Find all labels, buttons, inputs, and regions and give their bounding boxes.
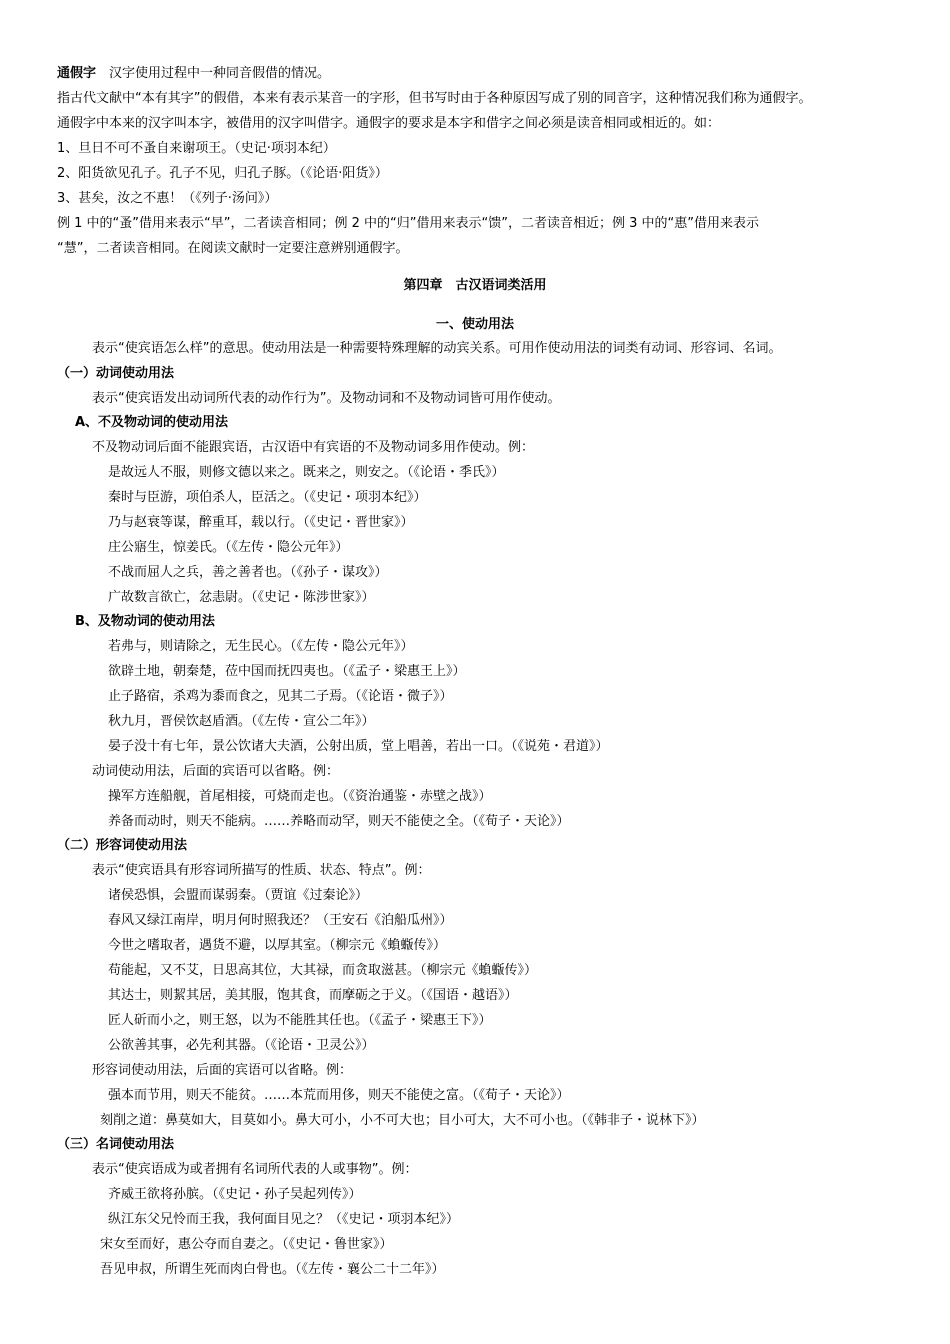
example-line: 刻削之道：鼻莫如大，目莫如小。鼻大可小，小不可大也；目小可大，大不可小也。（《韩非子・说林下》）: [100, 1113, 705, 1128]
example-line: 秦时与臣游，项伯杀人，臣活之。（《史记・项羽本纪》）: [108, 490, 427, 505]
example-line: 止子路宿，杀鸡为黍而食之，见其二子焉。（《论语・微子》）: [108, 689, 453, 704]
example-line: 秋九月，晋侯饮赵盾酒。（《左传・宣公二年》）: [108, 714, 375, 729]
noun-description: 表示“使宾语成为或者拥有名词所代表的人或事物”。例：: [92, 1162, 418, 1177]
verb-omit-description: 动词使动用法，后面的宾语可以省略。例：: [92, 764, 340, 779]
example-line: 晏子没十有七年，景公饮诸大夫酒，公射出质，堂上唱善，若出一口。（《说苑・君道》）: [108, 739, 609, 754]
example-line: 诸侯恐惧，会盟而谋弱秦。（贾谊《过秦论》）: [108, 888, 369, 903]
transitive-heading: B、及物动词的使动用法: [75, 614, 215, 629]
section-title: 一、使动用法: [435, 317, 514, 332]
example-line: 齐威王欲将孙膑。（《史记・孙子吴起列传》）: [108, 1187, 362, 1202]
example-line: 强本而节用，则天不能贫。……本荒而用侈，则天不能使之富。（《荀子・天论》）: [108, 1088, 570, 1103]
example-line: 若弗与，则请除之，无生民心。（《左传・隐公元年》）: [108, 639, 414, 654]
example-line: 操军方连船舰，首尾相接，可烧而走也。（《资治通鉴・赤壁之战》）: [108, 789, 492, 804]
example-line: 乃与赵衰等谋，醉重耳，载以行。（《史记・晋世家》）: [108, 515, 414, 530]
adjective-heading: （二）形容词使动用法: [57, 838, 188, 853]
example-line: 今世之嗜取者，遇货不避，以厚其室。（柳宗元《蝜蝂传》）: [108, 938, 447, 953]
example-line: 宋女至而好，惠公夺而自妻之。（《史记・鲁世家》）: [100, 1237, 393, 1252]
intro-paragraph-1: 指古代文献中“本有其字”的假借，本来有表示某音一的字形，但书写时由于各种原因写成了别的同音字，这种情况我们称为通假字。: [57, 91, 812, 106]
example-line: 广故数言欲亡，忿恚尉。（《史记・陈涉世家》）: [108, 590, 375, 605]
example-line: 养备而动时，则天不能病。……养略而动罕，则天不能使之全。（《荀子・天论》）: [108, 814, 570, 829]
intro-paragraph-3a: 例 1 中的“蚤”借用来表示“早”，二者读音相同；例 2 中的“归”借用来表示“馈”，二者读音相近；例 3 中的“惠”借用来表示: [57, 216, 759, 231]
chapter-title: 第四章 古汉语词类活用: [403, 278, 547, 293]
example-line: 吾见申叔，所谓生死而肉白骨也。（《左传・襄公二十二年》）: [100, 1262, 445, 1277]
example-line: 庄公寤生，惊姜氏。（《左传・隐公元年》）: [108, 540, 349, 555]
intransitive-heading: A、不及物动词的使动用法: [75, 415, 229, 430]
intro-example-3: 3、甚矣，汝之不惠！（《列子·汤问》）: [57, 191, 278, 206]
adjective-omit-description: 形容词使动用法，后面的宾语可以省略。例：: [92, 1063, 353, 1078]
intransitive-description: 不及物动词后面不能跟宾语，古汉语中有宾语的不及物动词多用作使动。例：: [92, 440, 535, 455]
example-line: 公欲善其事，必先利其器。（《论语・卫灵公》）: [108, 1038, 375, 1053]
intro-line: [57, 66, 330, 82]
example-line: 是故远人不服，则修文德以来之。既来之，则安之。（《论语・季氏》）: [108, 465, 505, 480]
noun-heading: （三）名词使动用法: [57, 1137, 175, 1152]
intro-example-1: 1、旦日不可不蚤自来谢项王。（史记·项羽本纪）: [57, 141, 336, 156]
intro-paragraph-2: 通假字中本来的汉字叫本字，被借用的汉字叫借字。通假字的要求是本字和借字之间必须是读音相同或相近的。如：: [57, 116, 721, 131]
example-line: 纵江东父兄怜而王我，我何面目见之？（《史记・项羽本纪》）: [108, 1212, 460, 1227]
intro-paragraph-3b: “慧”，二者读音相同。在阅读文献时一定要注意辨别通假字。: [57, 241, 409, 256]
verb-description: 表示“使宾语发出动词所代表的动作行为”。及物动词和不及物动词皆可用作使动。: [92, 391, 561, 406]
intro-example-2: 2、阳货欲见孔子。孔子不见，归孔子豚。（《论语·阳货》）: [57, 166, 388, 181]
example-line: 苟能起，又不艾，日思高其位，大其禄，而贪取滋甚。（柳宗元《蝜蝂传》）: [108, 963, 538, 978]
section-description: 表示“使宾语怎么样”的意思。使动用法是一种需要特殊理解的动宾关系。可用作使动用法的词类有动词、形容词、名词。: [92, 341, 782, 356]
verb-heading: （一）动词使动用法: [57, 366, 175, 381]
adjective-description: 表示“使宾语具有形容词所描写的性质、状态、特点”。例：: [92, 863, 431, 878]
term-heading: 通假字: [57, 66, 97, 81]
example-line: 不战而屈人之兵，善之善者也。（《孙子・谋攻》）: [108, 565, 388, 580]
example-line: 其达士，则絜其居，美其服，饱其食，而摩砺之于义。（《国语・越语》）: [108, 988, 518, 1003]
term-description: 汉字使用过程中一种同音假借的情况。: [109, 66, 331, 81]
example-line: 春风又绿江南岸，明月何时照我还？（王安石《泊船瓜州》）: [108, 913, 453, 928]
example-line: 欲辟土地，朝秦楚，莅中国而抚四夷也。（《孟子・梁惠王上》）: [108, 664, 466, 679]
example-line: 匠人斫而小之，则王怒，以为不能胜其任也。（《孟子・梁惠王下》）: [108, 1013, 492, 1028]
